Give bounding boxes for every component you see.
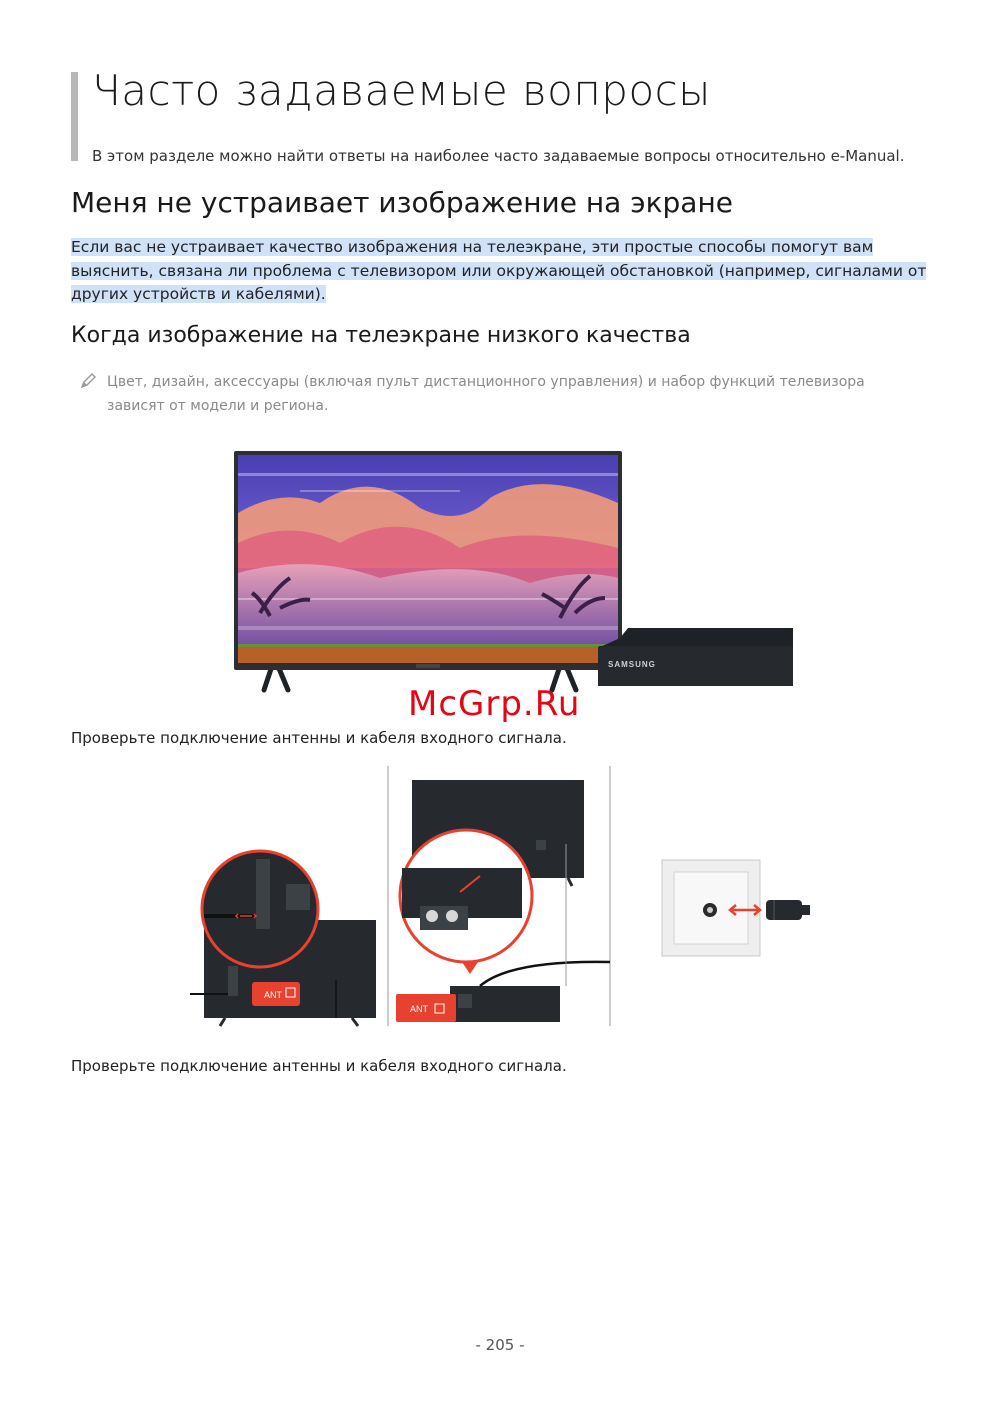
subsection-title: Когда изображение на телеэкране низкого качества (71, 323, 691, 348)
svg-text:ANT: ANT (410, 1004, 428, 1014)
figure2-caption: Проверьте подключение антенны и кабеля входного сигнала. (71, 1057, 567, 1075)
antenna-connection-figure (180, 764, 830, 1034)
chapter-title: Часто задаваемые вопросы (92, 66, 711, 115)
wall-antenna-outlet (662, 860, 760, 956)
highlighted-text[interactable]: Если вас не устраивает качество изображения на телеэкране, эти простые способы помогут вам выяснить, связана ли проблема с телевизором или окружающей обстановкой (например, сигналами от других устройств и кабелями). (71, 238, 927, 303)
figure1-caption: Проверьте подключение антенны и кабеля входного сигнала. (71, 729, 567, 747)
section-body (71, 236, 931, 307)
section-title: Меня не устраивает изображение на экране (71, 186, 733, 219)
coax-cable-plug (766, 900, 810, 920)
tv-screen (238, 455, 618, 663)
chapter-intro: В этом разделе можно найти ответы на наиболее часто задаваемые вопросы относительно e-Manual. (92, 147, 905, 165)
chapter-bar (71, 72, 78, 161)
model-note: Цвет, дизайн, аксессуары (включая пульт дистанционного управления) и набор функций телевизора зависят от модели и региона. (107, 374, 865, 414)
pencil-note-icon (78, 371, 98, 391)
watermark: McGrp.Ru (408, 684, 581, 724)
set-top-box (598, 628, 793, 686)
samsung-logo: SAMSUNG (608, 660, 656, 669)
set-top-box-rear (396, 962, 610, 1022)
page-number: - 205 - (475, 1336, 525, 1354)
zoom-circle-right (400, 830, 532, 962)
tv-figure (230, 448, 800, 693)
svg-text:ANT: ANT (264, 990, 282, 1000)
zoom-circle-left (202, 851, 318, 967)
